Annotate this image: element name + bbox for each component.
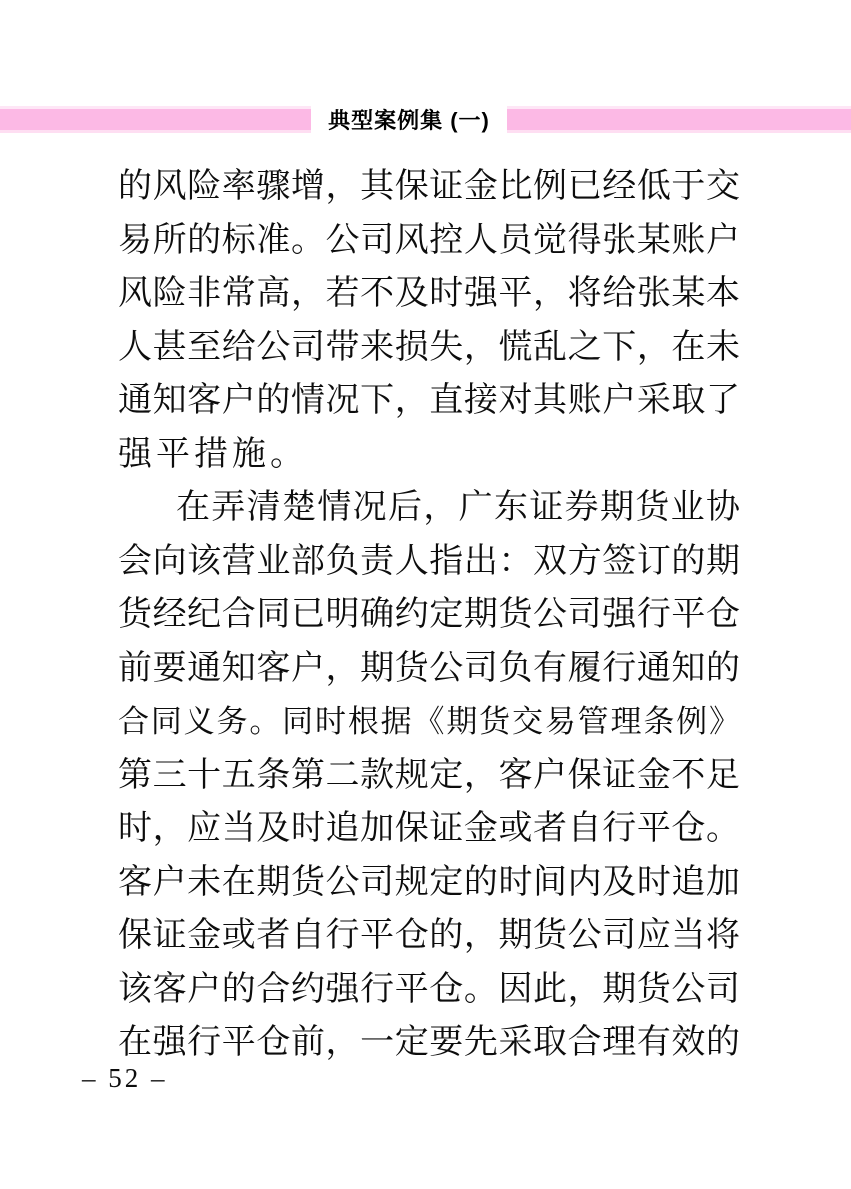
header-rule-left — [0, 106, 311, 133]
text-line: 人甚至给公司带来损失，慌乱之下，在未 — [118, 328, 740, 366]
running-head-title: 典型案例集 (一) — [328, 108, 490, 133]
body-text-block — [118, 160, 740, 1070]
text-line: 会向该营业部负责人指出：双方签订的期 — [118, 542, 740, 580]
text-line: 该客户的合约强行平仓。因此，期货公司 — [118, 970, 740, 1008]
text-line-paragraph-start: 在弄清楚情况后，广东证券期货业协 — [176, 489, 740, 526]
text-line: 通知客户的情况下，直接对其账户采取了 — [118, 382, 740, 419]
text-line: 合同义务。同时根据《期货交易管理条例》 — [118, 704, 740, 739]
text-line: 第三十五条第二款规定，客户保证金不足 — [118, 756, 740, 794]
text-line: 前要通知客户，期货公司负有履行通知的 — [118, 649, 740, 687]
text-line: 风险非常高，若不及时强平，将给张某本 — [118, 275, 740, 312]
text-line: 保证金或者自行平仓的，期货公司应当将 — [118, 917, 740, 954]
text-line: 在强行平仓前，一定要先采取合理有效的 — [118, 1024, 740, 1061]
text-line: 客户未在期货公司规定的时间内及时追加 — [118, 863, 740, 901]
text-line: 货经纪合同已明确约定期货公司强行平仓 — [118, 596, 740, 633]
text-line-paragraph-end: 强平措施。 — [118, 435, 308, 473]
running-head — [0, 106, 851, 133]
text-line: 易所的标准。公司风控人员觉得张某账户 — [118, 221, 740, 259]
text-line: 时，应当及时追加保证金或者自行平仓。 — [118, 810, 740, 847]
header-rule-right — [507, 106, 851, 133]
text-line: 的风险率骤增，其保证金比例已经低于交 — [118, 168, 740, 205]
page-number: – 52 – — [82, 1063, 168, 1093]
